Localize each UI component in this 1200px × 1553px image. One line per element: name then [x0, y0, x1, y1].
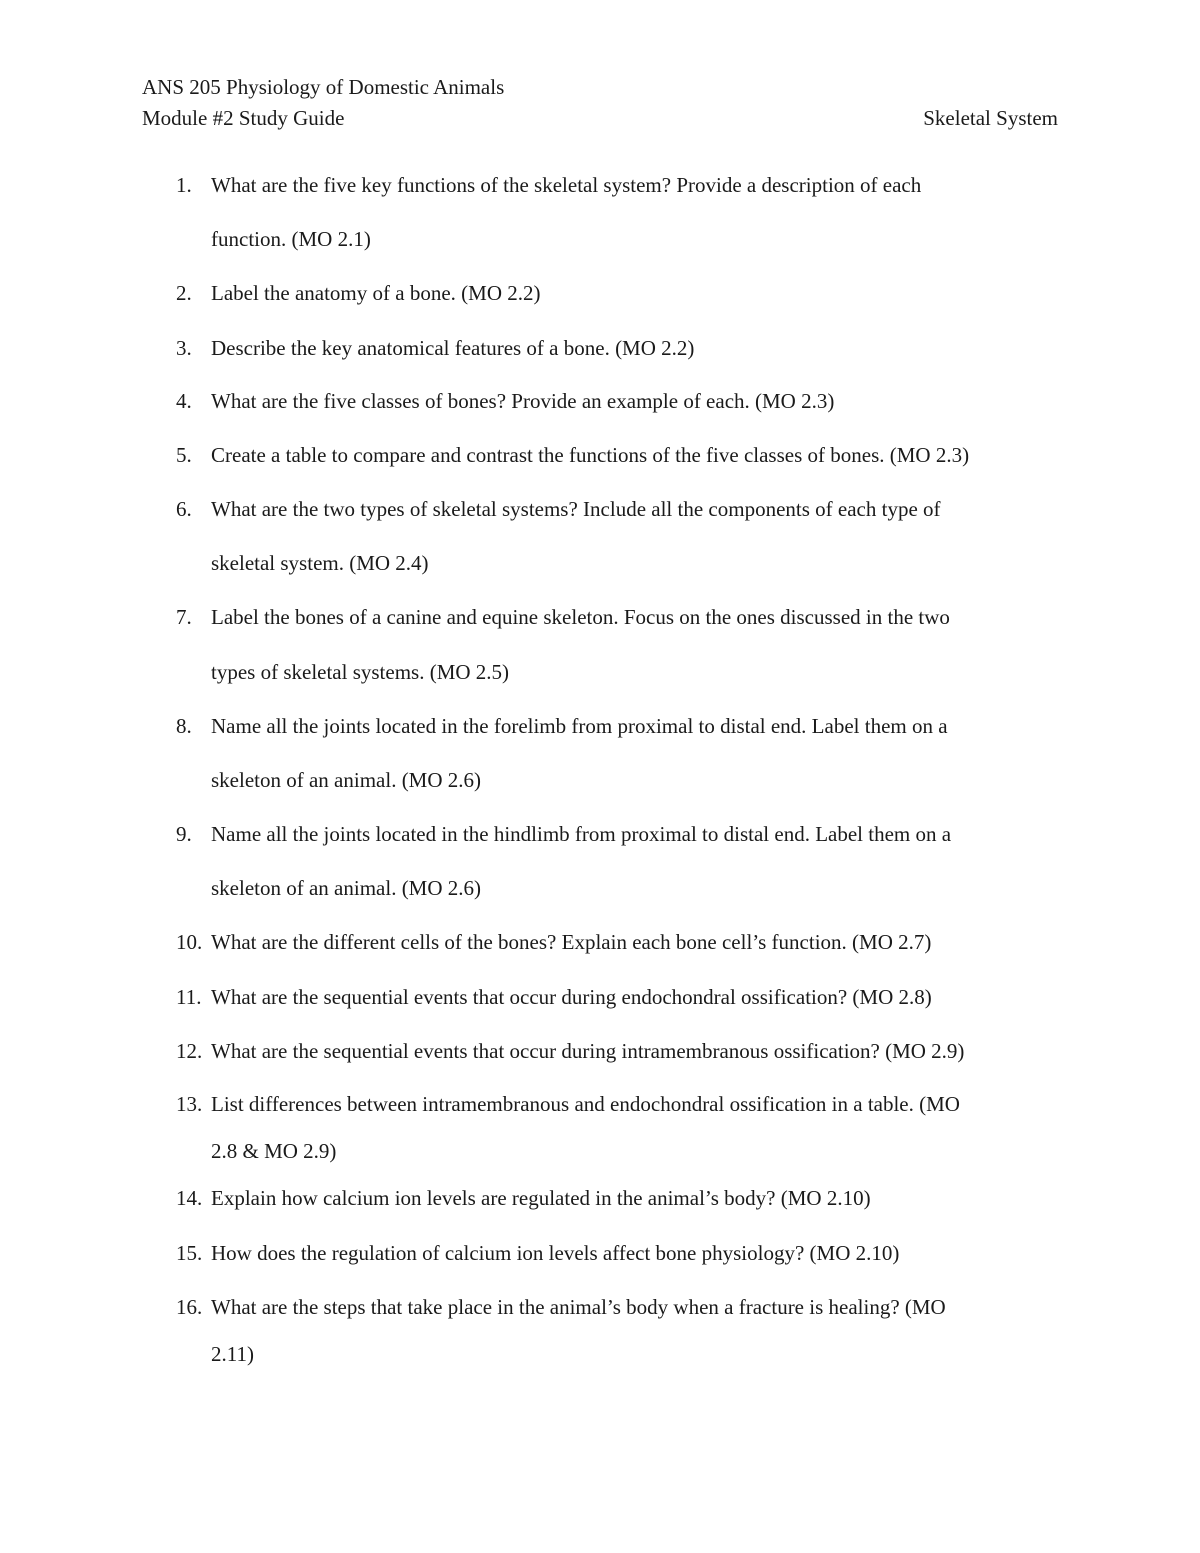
question-number: 9. [176, 822, 192, 846]
question-text: 2.11) [211, 1342, 254, 1366]
question-number: 6. [176, 497, 192, 521]
question-text: skeleton of an animal. (MO 2.6) [211, 876, 482, 900]
question-text: What are the five key functions of the skeletal system? Provide a description of each [211, 173, 922, 197]
question-text: How does the regulation of calcium ion levels affect bone physiology? (MO 2.10) [211, 1241, 900, 1265]
module-title: Module #2 Study Guide [142, 106, 345, 130]
question-text: What are the different cells of the bones? Explain each bone cell’s function. (MO 2.7) [211, 930, 932, 954]
question-text: What are the five classes of bones? Provide an example of each. (MO 2.3) [211, 389, 835, 413]
question-number: 7. [176, 605, 192, 629]
question-number: 1. [176, 173, 192, 197]
question-text: What are the sequential events that occur during intramembranous ossification? (MO 2.9) [211, 1039, 965, 1063]
question-text: Label the bones of a canine and equine skeleton. Focus on the ones discussed in the two [211, 605, 950, 629]
topic-title: Skeletal System [923, 106, 1058, 130]
question-number: 12. [176, 1039, 203, 1063]
question-text: skeleton of an animal. (MO 2.6) [211, 768, 482, 792]
question-text: List differences between intramembranous and endochondral ossification in a table. (MO [211, 1092, 960, 1116]
question-text: What are the sequential events that occur during endochondral ossification? (MO 2.8) [211, 985, 932, 1009]
question-number: 2. [176, 281, 192, 305]
question-text: Label the anatomy of a bone. (MO 2.2) [211, 281, 541, 305]
question-text: What are the steps that take place in the animal’s body when a fracture is healing? (MO [211, 1295, 946, 1319]
question-number: 8. [176, 714, 192, 738]
question-number: 5. [176, 443, 192, 467]
question-text: Describe the key anatomical features of a bone. (MO 2.2) [211, 336, 695, 360]
question-number: 10. [176, 930, 203, 954]
question-text: Name all the joints located in the hindlimb from proximal to distal end. Label them on a [211, 822, 952, 846]
course-title: ANS 205 Physiology of Domestic Animals [142, 75, 505, 99]
question-text: What are the two types of skeletal systems? Include all the components of each type of [211, 497, 941, 521]
question-text: Create a table to compare and contrast the functions of the five classes of bones. (MO 2.3) [211, 443, 970, 467]
question-number: 13. [176, 1092, 203, 1116]
question-text: Name all the joints located in the forelimb from proximal to distal end. Label them on a [211, 714, 948, 738]
question-number: 4. [176, 389, 192, 413]
question-text: function. (MO 2.1) [211, 227, 371, 251]
question-number: 16. [176, 1295, 203, 1319]
question-text: Explain how calcium ion levels are regulated in the animal’s body? (MO 2.10) [211, 1186, 871, 1210]
question-number: 14. [176, 1186, 203, 1210]
question-text: types of skeletal systems. (MO 2.5) [211, 660, 510, 684]
question-number: 15. [176, 1241, 203, 1265]
question-text: 2.8 & MO 2.9) [211, 1139, 337, 1163]
question-text: skeletal system. (MO 2.4) [211, 551, 429, 575]
question-number: 11. [176, 985, 202, 1009]
question-number: 3. [176, 336, 192, 360]
